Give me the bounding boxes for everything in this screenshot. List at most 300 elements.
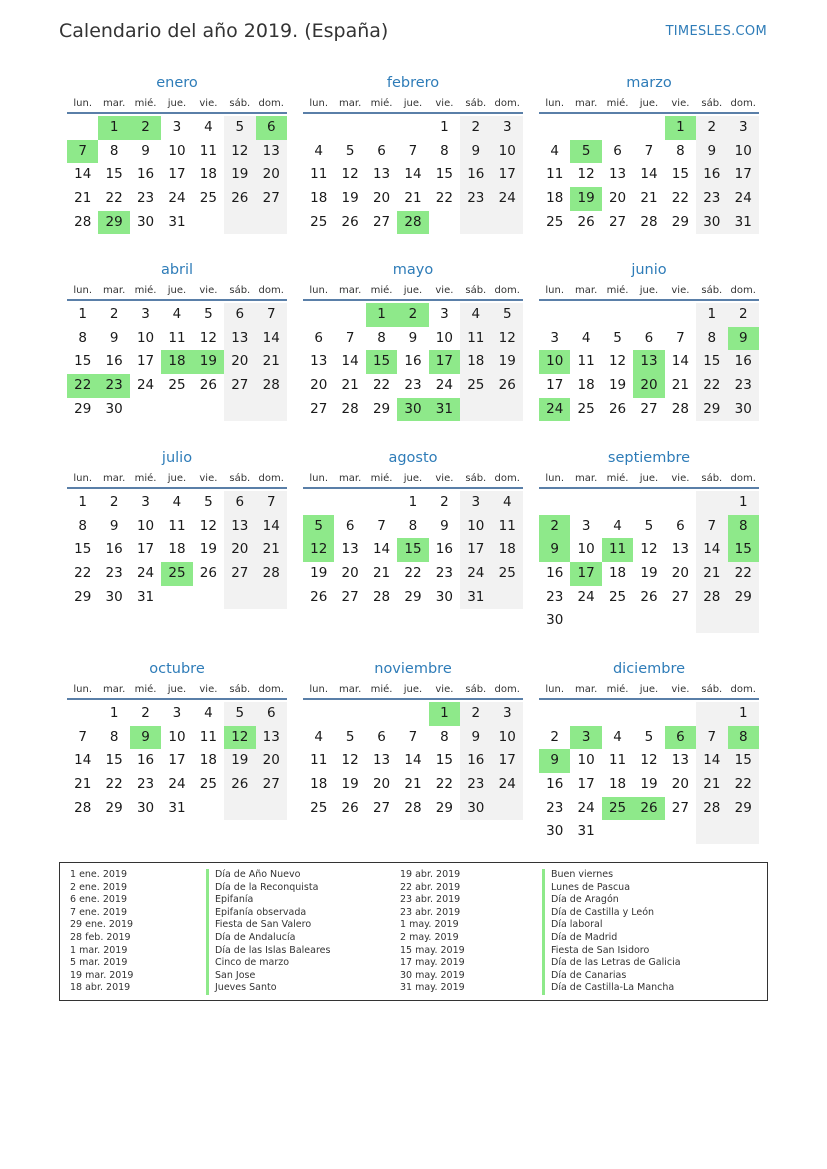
day-cell[interactable]: 29 bbox=[671, 213, 689, 230]
day-cell[interactable]: 21 bbox=[404, 190, 422, 207]
day-cell[interactable]: 17 bbox=[492, 749, 523, 773]
day-cell[interactable]: 3 bbox=[141, 494, 150, 510]
day-cell[interactable]: 19 bbox=[224, 749, 255, 773]
day-cell[interactable]: 6 bbox=[644, 329, 654, 346]
day-cell[interactable]: 11 bbox=[608, 752, 627, 769]
day-cell[interactable]: 2 bbox=[696, 116, 727, 140]
day-cell[interactable]: 28 bbox=[696, 586, 727, 610]
day-cell[interactable]: 28 bbox=[74, 799, 92, 816]
day-cell[interactable]: 11 bbox=[168, 517, 186, 534]
day-cell[interactable]: 26 bbox=[640, 588, 658, 605]
day-cell[interactable]: 30 bbox=[546, 823, 564, 840]
day-cell[interactable]: 19 bbox=[640, 565, 658, 582]
holiday-day-cell[interactable]: 15 bbox=[397, 538, 428, 562]
day-cell[interactable]: 20 bbox=[671, 776, 689, 793]
day-cell[interactable]: 22 bbox=[696, 374, 727, 398]
day-cell[interactable]: 7 bbox=[408, 142, 418, 159]
day-cell[interactable]: 16 bbox=[728, 350, 759, 374]
day-cell[interactable]: 14 bbox=[640, 166, 658, 183]
day-cell[interactable]: 9 bbox=[141, 142, 150, 159]
day-cell[interactable]: 16 bbox=[105, 541, 123, 558]
day-cell[interactable]: 20 bbox=[372, 190, 391, 207]
day-cell[interactable]: 27 bbox=[608, 213, 627, 230]
day-cell[interactable]: 21 bbox=[372, 565, 391, 582]
day-cell[interactable]: 2 bbox=[141, 705, 150, 721]
day-cell[interactable]: 4 bbox=[613, 517, 622, 534]
day-cell[interactable]: 27 bbox=[256, 773, 287, 797]
day-cell[interactable]: 8 bbox=[408, 517, 418, 534]
day-cell[interactable]: 26 bbox=[199, 377, 217, 394]
day-cell[interactable]: 20 bbox=[341, 565, 359, 582]
day-cell[interactable]: 30 bbox=[696, 211, 727, 235]
holiday-day-cell[interactable]: 17 bbox=[429, 350, 460, 374]
holiday-day-cell[interactable]: 2 bbox=[539, 515, 570, 539]
day-cell[interactable]: 24 bbox=[492, 187, 523, 211]
day-cell[interactable]: 23 bbox=[696, 187, 727, 211]
day-cell[interactable]: 10 bbox=[136, 329, 155, 346]
holiday-day-cell[interactable]: 2 bbox=[397, 303, 428, 327]
day-cell[interactable]: 8 bbox=[676, 142, 685, 159]
day-cell[interactable]: 31 bbox=[577, 823, 595, 840]
holiday-day-cell[interactable]: 1 bbox=[665, 116, 696, 140]
day-cell[interactable]: 23 bbox=[460, 773, 491, 797]
holiday-day-cell[interactable]: 26 bbox=[633, 797, 664, 821]
day-cell[interactable]: 17 bbox=[546, 377, 564, 394]
day-cell[interactable]: 26 bbox=[341, 213, 359, 230]
day-cell[interactable]: 28 bbox=[640, 213, 658, 230]
day-cell[interactable]: 1 bbox=[440, 119, 449, 135]
day-cell[interactable]: 11 bbox=[577, 353, 595, 370]
day-cell[interactable]: 23 bbox=[546, 588, 564, 605]
day-cell[interactable]: 28 bbox=[341, 400, 359, 417]
day-cell[interactable]: 24 bbox=[136, 565, 155, 582]
day-cell[interactable]: 6 bbox=[224, 491, 255, 515]
day-cell[interactable]: 4 bbox=[581, 329, 591, 346]
day-cell[interactable]: 25 bbox=[460, 374, 491, 398]
day-cell[interactable]: 5 bbox=[224, 702, 255, 726]
day-cell[interactable]: 24 bbox=[168, 776, 186, 793]
holiday-day-cell[interactable]: 11 bbox=[602, 538, 633, 562]
day-cell[interactable]: 16 bbox=[546, 565, 564, 582]
day-cell[interactable]: 29 bbox=[105, 799, 123, 816]
holiday-day-cell[interactable]: 1 bbox=[366, 303, 397, 327]
day-cell[interactable]: 18 bbox=[168, 541, 186, 558]
day-cell[interactable]: 5 bbox=[224, 116, 255, 140]
day-cell[interactable]: 17 bbox=[460, 538, 491, 562]
holiday-day-cell[interactable]: 15 bbox=[366, 350, 397, 374]
day-cell[interactable]: 26 bbox=[608, 400, 627, 417]
day-cell[interactable]: 31 bbox=[168, 799, 186, 816]
day-cell[interactable]: 19 bbox=[640, 776, 658, 793]
day-cell[interactable]: 29 bbox=[372, 400, 391, 417]
day-cell[interactable]: 16 bbox=[136, 752, 155, 769]
day-cell[interactable]: 3 bbox=[492, 116, 523, 140]
day-cell[interactable]: 10 bbox=[492, 140, 523, 164]
day-cell[interactable]: 31 bbox=[136, 588, 155, 605]
day-cell[interactable]: 30 bbox=[105, 588, 123, 605]
day-cell[interactable]: 5 bbox=[492, 303, 523, 327]
day-cell[interactable]: 6 bbox=[377, 728, 386, 745]
day-cell[interactable]: 30 bbox=[136, 799, 155, 816]
day-cell[interactable]: 30 bbox=[728, 398, 759, 422]
day-cell[interactable]: 23 bbox=[460, 187, 491, 211]
day-cell[interactable]: 2 bbox=[109, 494, 119, 510]
day-cell[interactable]: 23 bbox=[728, 374, 759, 398]
holiday-day-cell[interactable]: 28 bbox=[397, 211, 428, 235]
day-cell[interactable]: 24 bbox=[435, 377, 453, 394]
day-cell[interactable]: 21 bbox=[74, 776, 92, 793]
day-cell[interactable]: 15 bbox=[105, 752, 123, 769]
day-cell[interactable]: 2 bbox=[550, 728, 559, 745]
day-cell[interactable]: 16 bbox=[404, 353, 422, 370]
day-cell[interactable]: 13 bbox=[372, 166, 391, 183]
day-cell[interactable]: 11 bbox=[199, 728, 217, 745]
day-cell[interactable]: 15 bbox=[728, 749, 759, 773]
holiday-day-cell[interactable]: 25 bbox=[602, 797, 633, 821]
day-cell[interactable]: 28 bbox=[404, 799, 422, 816]
day-cell[interactable]: 20 bbox=[372, 776, 391, 793]
day-cell[interactable]: 12 bbox=[341, 752, 359, 769]
day-cell[interactable]: 26 bbox=[577, 213, 595, 230]
day-cell[interactable]: 10 bbox=[577, 752, 595, 769]
holiday-day-cell[interactable]: 29 bbox=[98, 211, 129, 235]
day-cell[interactable]: 7 bbox=[377, 517, 386, 534]
day-cell[interactable]: 7 bbox=[345, 329, 355, 346]
day-cell[interactable]: 12 bbox=[492, 327, 523, 351]
day-cell[interactable]: 11 bbox=[460, 327, 491, 351]
day-cell[interactable]: 9 bbox=[109, 329, 119, 346]
holiday-day-cell[interactable]: 18 bbox=[161, 350, 192, 374]
day-cell[interactable]: 14 bbox=[74, 752, 92, 769]
day-cell[interactable]: 9 bbox=[109, 517, 119, 534]
day-cell[interactable]: 10 bbox=[435, 329, 453, 346]
holiday-day-cell[interactable]: 19 bbox=[570, 187, 601, 211]
holiday-day-cell[interactable]: 12 bbox=[303, 538, 334, 562]
day-cell[interactable]: 27 bbox=[224, 374, 255, 398]
day-cell[interactable]: 24 bbox=[136, 377, 155, 394]
day-cell[interactable]: 11 bbox=[168, 329, 186, 346]
day-cell[interactable]: 1 bbox=[696, 303, 727, 327]
day-cell[interactable]: 16 bbox=[105, 353, 123, 370]
day-cell[interactable]: 14 bbox=[74, 166, 92, 183]
day-cell[interactable]: 30 bbox=[105, 400, 123, 417]
day-cell[interactable]: 22 bbox=[105, 190, 123, 207]
day-cell[interactable]: 13 bbox=[671, 541, 689, 558]
day-cell[interactable]: 4 bbox=[460, 303, 491, 327]
day-cell[interactable]: 8 bbox=[109, 728, 119, 745]
day-cell[interactable]: 8 bbox=[377, 329, 386, 346]
day-cell[interactable]: 1 bbox=[728, 702, 759, 726]
day-cell[interactable]: 10 bbox=[460, 515, 491, 539]
day-cell[interactable]: 21 bbox=[256, 538, 287, 562]
holiday-day-cell[interactable]: 23 bbox=[98, 374, 129, 398]
day-cell[interactable]: 13 bbox=[310, 353, 328, 370]
day-cell[interactable]: 20 bbox=[608, 190, 627, 207]
day-cell[interactable]: 22 bbox=[372, 377, 391, 394]
day-cell[interactable]: 4 bbox=[550, 142, 559, 159]
holiday-day-cell[interactable]: 9 bbox=[539, 538, 570, 562]
day-cell[interactable]: 12 bbox=[577, 166, 595, 183]
day-cell[interactable]: 3 bbox=[550, 329, 559, 346]
day-cell[interactable]: 14 bbox=[671, 353, 689, 370]
day-cell[interactable]: 12 bbox=[341, 166, 359, 183]
day-cell[interactable]: 30 bbox=[136, 213, 155, 230]
day-cell[interactable]: 22 bbox=[105, 776, 123, 793]
holiday-day-cell[interactable]: 1 bbox=[429, 702, 460, 726]
holiday-day-cell[interactable]: 5 bbox=[570, 140, 601, 164]
day-cell[interactable]: 13 bbox=[671, 752, 689, 769]
day-cell[interactable]: 27 bbox=[224, 562, 255, 586]
day-cell[interactable]: 15 bbox=[435, 752, 453, 769]
day-cell[interactable]: 29 bbox=[435, 799, 453, 816]
day-cell[interactable]: 13 bbox=[224, 515, 255, 539]
day-cell[interactable]: 29 bbox=[696, 398, 727, 422]
day-cell[interactable]: 6 bbox=[224, 303, 255, 327]
day-cell[interactable]: 15 bbox=[435, 166, 453, 183]
day-cell[interactable]: 9 bbox=[460, 726, 491, 750]
day-cell[interactable]: 3 bbox=[172, 705, 182, 721]
day-cell[interactable]: 23 bbox=[136, 190, 155, 207]
day-cell[interactable]: 25 bbox=[577, 400, 595, 417]
holiday-day-cell[interactable]: 17 bbox=[570, 562, 601, 586]
day-cell[interactable]: 23 bbox=[435, 565, 453, 582]
day-cell[interactable]: 17 bbox=[168, 752, 186, 769]
day-cell[interactable]: 18 bbox=[460, 350, 491, 374]
day-cell[interactable]: 25 bbox=[546, 213, 564, 230]
day-cell[interactable]: 2 bbox=[440, 494, 449, 510]
holiday-day-cell[interactable]: 24 bbox=[539, 398, 570, 422]
day-cell[interactable]: 19 bbox=[341, 190, 359, 207]
day-cell[interactable]: 27 bbox=[341, 588, 359, 605]
day-cell[interactable]: 19 bbox=[310, 565, 328, 582]
holiday-day-cell[interactable]: 15 bbox=[728, 538, 759, 562]
holiday-day-cell[interactable]: 8 bbox=[728, 726, 759, 750]
day-cell[interactable]: 19 bbox=[492, 350, 523, 374]
day-cell[interactable]: 18 bbox=[608, 776, 627, 793]
holiday-day-cell[interactable]: 13 bbox=[633, 350, 664, 374]
holiday-day-cell[interactable]: 9 bbox=[539, 749, 570, 773]
day-cell[interactable]: 27 bbox=[372, 799, 391, 816]
day-cell[interactable]: 16 bbox=[435, 541, 453, 558]
day-cell[interactable]: 6 bbox=[613, 142, 622, 159]
day-cell[interactable]: 4 bbox=[204, 705, 213, 721]
day-cell[interactable]: 6 bbox=[377, 142, 386, 159]
day-cell[interactable]: 25 bbox=[168, 377, 186, 394]
day-cell[interactable]: 26 bbox=[224, 187, 255, 211]
day-cell[interactable]: 3 bbox=[141, 306, 150, 322]
day-cell[interactable]: 24 bbox=[728, 187, 759, 211]
day-cell[interactable]: 31 bbox=[460, 586, 491, 610]
day-cell[interactable]: 18 bbox=[546, 190, 564, 207]
day-cell[interactable]: 5 bbox=[204, 494, 213, 510]
day-cell[interactable]: 24 bbox=[460, 562, 491, 586]
day-cell[interactable]: 14 bbox=[256, 515, 287, 539]
day-cell[interactable]: 14 bbox=[372, 541, 391, 558]
day-cell[interactable]: 28 bbox=[256, 562, 287, 586]
day-cell[interactable]: 11 bbox=[310, 752, 328, 769]
day-cell[interactable]: 11 bbox=[310, 166, 328, 183]
day-cell[interactable]: 21 bbox=[74, 190, 92, 207]
day-cell[interactable]: 9 bbox=[408, 329, 418, 346]
day-cell[interactable]: 12 bbox=[224, 140, 255, 164]
day-cell[interactable]: 10 bbox=[577, 541, 595, 558]
day-cell[interactable]: 25 bbox=[199, 776, 217, 793]
day-cell[interactable]: 4 bbox=[172, 306, 182, 322]
day-cell[interactable]: 17 bbox=[728, 163, 759, 187]
day-cell[interactable]: 25 bbox=[199, 190, 217, 207]
day-cell[interactable]: 13 bbox=[224, 327, 255, 351]
day-cell[interactable]: 8 bbox=[78, 517, 87, 534]
day-cell[interactable]: 20 bbox=[256, 749, 287, 773]
day-cell[interactable]: 31 bbox=[728, 211, 759, 235]
holiday-day-cell[interactable]: 31 bbox=[429, 398, 460, 422]
day-cell[interactable]: 26 bbox=[199, 565, 217, 582]
day-cell[interactable]: 6 bbox=[314, 329, 323, 346]
day-cell[interactable]: 20 bbox=[224, 538, 255, 562]
holiday-day-cell[interactable]: 10 bbox=[539, 350, 570, 374]
holiday-day-cell[interactable]: 9 bbox=[728, 327, 759, 351]
day-cell[interactable]: 3 bbox=[460, 491, 491, 515]
day-cell[interactable]: 10 bbox=[168, 728, 186, 745]
day-cell[interactable]: 13 bbox=[256, 726, 287, 750]
day-cell[interactable]: 12 bbox=[199, 329, 217, 346]
day-cell[interactable]: 17 bbox=[136, 353, 155, 370]
day-cell[interactable]: 4 bbox=[314, 728, 323, 745]
day-cell[interactable]: 1 bbox=[78, 306, 87, 322]
day-cell[interactable]: 23 bbox=[105, 565, 123, 582]
day-cell[interactable]: 14 bbox=[341, 353, 359, 370]
day-cell[interactable]: 27 bbox=[372, 213, 391, 230]
day-cell[interactable]: 2 bbox=[460, 702, 491, 726]
day-cell[interactable]: 13 bbox=[372, 752, 391, 769]
day-cell[interactable]: 29 bbox=[74, 400, 92, 417]
day-cell[interactable]: 20 bbox=[224, 350, 255, 374]
day-cell[interactable]: 14 bbox=[404, 752, 422, 769]
day-cell[interactable]: 28 bbox=[256, 374, 287, 398]
day-cell[interactable]: 18 bbox=[199, 752, 217, 769]
day-cell[interactable]: 26 bbox=[224, 773, 255, 797]
day-cell[interactable]: 15 bbox=[696, 350, 727, 374]
day-cell[interactable]: 6 bbox=[345, 517, 355, 534]
day-cell[interactable]: 21 bbox=[696, 773, 727, 797]
day-cell[interactable]: 16 bbox=[546, 776, 564, 793]
day-cell[interactable]: 21 bbox=[256, 350, 287, 374]
day-cell[interactable]: 24 bbox=[577, 588, 595, 605]
day-cell[interactable]: 7 bbox=[696, 515, 727, 539]
day-cell[interactable]: 26 bbox=[341, 799, 359, 816]
day-cell[interactable]: 13 bbox=[608, 166, 627, 183]
day-cell[interactable]: 24 bbox=[577, 799, 595, 816]
day-cell[interactable]: 23 bbox=[546, 799, 564, 816]
holiday-day-cell[interactable]: 8 bbox=[728, 515, 759, 539]
day-cell[interactable]: 27 bbox=[671, 799, 689, 816]
day-cell[interactable]: 29 bbox=[728, 586, 759, 610]
day-cell[interactable]: 4 bbox=[204, 119, 213, 135]
day-cell[interactable]: 15 bbox=[74, 541, 92, 558]
day-cell[interactable]: 18 bbox=[492, 538, 523, 562]
day-cell[interactable]: 22 bbox=[435, 190, 453, 207]
day-cell[interactable]: 29 bbox=[728, 797, 759, 821]
day-cell[interactable]: 21 bbox=[404, 776, 422, 793]
day-cell[interactable]: 27 bbox=[310, 400, 328, 417]
day-cell[interactable]: 8 bbox=[109, 142, 119, 159]
brand-link[interactable]: TIMESLES.COM bbox=[665, 24, 767, 39]
day-cell[interactable]: 17 bbox=[492, 163, 523, 187]
day-cell[interactable]: 27 bbox=[671, 588, 689, 605]
day-cell[interactable]: 18 bbox=[310, 190, 328, 207]
day-cell[interactable]: 17 bbox=[168, 166, 186, 183]
day-cell[interactable]: 5 bbox=[345, 142, 355, 159]
day-cell[interactable]: 25 bbox=[310, 799, 328, 816]
day-cell[interactable]: 1 bbox=[109, 705, 119, 721]
day-cell[interactable]: 31 bbox=[168, 213, 186, 230]
day-cell[interactable]: 9 bbox=[696, 140, 727, 164]
day-cell[interactable]: 3 bbox=[581, 517, 591, 534]
day-cell[interactable]: 21 bbox=[696, 562, 727, 586]
day-cell[interactable]: 10 bbox=[492, 726, 523, 750]
day-cell[interactable]: 12 bbox=[199, 517, 217, 534]
day-cell[interactable]: 25 bbox=[608, 588, 627, 605]
day-cell[interactable]: 15 bbox=[105, 166, 123, 183]
day-cell[interactable]: 10 bbox=[136, 517, 155, 534]
day-cell[interactable]: 23 bbox=[136, 776, 155, 793]
day-cell[interactable]: 8 bbox=[440, 728, 449, 745]
day-cell[interactable]: 24 bbox=[168, 190, 186, 207]
day-cell[interactable]: 16 bbox=[136, 166, 155, 183]
day-cell[interactable]: 19 bbox=[199, 541, 217, 558]
day-cell[interactable]: 20 bbox=[671, 565, 689, 582]
day-cell[interactable]: 3 bbox=[728, 116, 759, 140]
holiday-day-cell[interactable]: 25 bbox=[161, 562, 192, 586]
day-cell[interactable]: 2 bbox=[109, 306, 119, 322]
day-cell[interactable]: 18 bbox=[608, 565, 627, 582]
day-cell[interactable]: 7 bbox=[256, 303, 287, 327]
day-cell[interactable]: 14 bbox=[404, 166, 422, 183]
day-cell[interactable]: 4 bbox=[492, 491, 523, 515]
day-cell[interactable]: 21 bbox=[341, 377, 359, 394]
day-cell[interactable]: 5 bbox=[613, 329, 622, 346]
day-cell[interactable]: 12 bbox=[608, 353, 627, 370]
day-cell[interactable]: 8 bbox=[78, 329, 87, 346]
day-cell[interactable]: 7 bbox=[78, 728, 87, 745]
day-cell[interactable]: 10 bbox=[728, 140, 759, 164]
day-cell[interactable]: 10 bbox=[168, 142, 186, 159]
day-cell[interactable]: 13 bbox=[341, 541, 359, 558]
day-cell[interactable]: 19 bbox=[341, 776, 359, 793]
day-cell[interactable]: 12 bbox=[640, 541, 658, 558]
day-cell[interactable]: 23 bbox=[404, 377, 422, 394]
day-cell[interactable]: 4 bbox=[172, 494, 182, 510]
holiday-day-cell[interactable]: 12 bbox=[224, 726, 255, 750]
day-cell[interactable]: 1 bbox=[408, 494, 418, 510]
day-cell[interactable]: 30 bbox=[435, 588, 453, 605]
day-cell[interactable]: 30 bbox=[546, 612, 564, 629]
day-cell[interactable]: 8 bbox=[696, 327, 727, 351]
holiday-day-cell[interactable]: 7 bbox=[67, 140, 98, 164]
day-cell[interactable]: 16 bbox=[696, 163, 727, 187]
day-cell[interactable]: 19 bbox=[608, 377, 627, 394]
day-cell[interactable]: 4 bbox=[613, 728, 622, 745]
day-cell[interactable]: 18 bbox=[199, 166, 217, 183]
day-cell[interactable]: 29 bbox=[74, 588, 92, 605]
day-cell[interactable]: 3 bbox=[440, 306, 449, 322]
day-cell[interactable]: 17 bbox=[136, 541, 155, 558]
day-cell[interactable]: 22 bbox=[435, 776, 453, 793]
holiday-day-cell[interactable]: 1 bbox=[98, 116, 129, 140]
holiday-day-cell[interactable]: 30 bbox=[397, 398, 428, 422]
day-cell[interactable]: 5 bbox=[204, 306, 213, 322]
day-cell[interactable]: 6 bbox=[676, 517, 685, 534]
